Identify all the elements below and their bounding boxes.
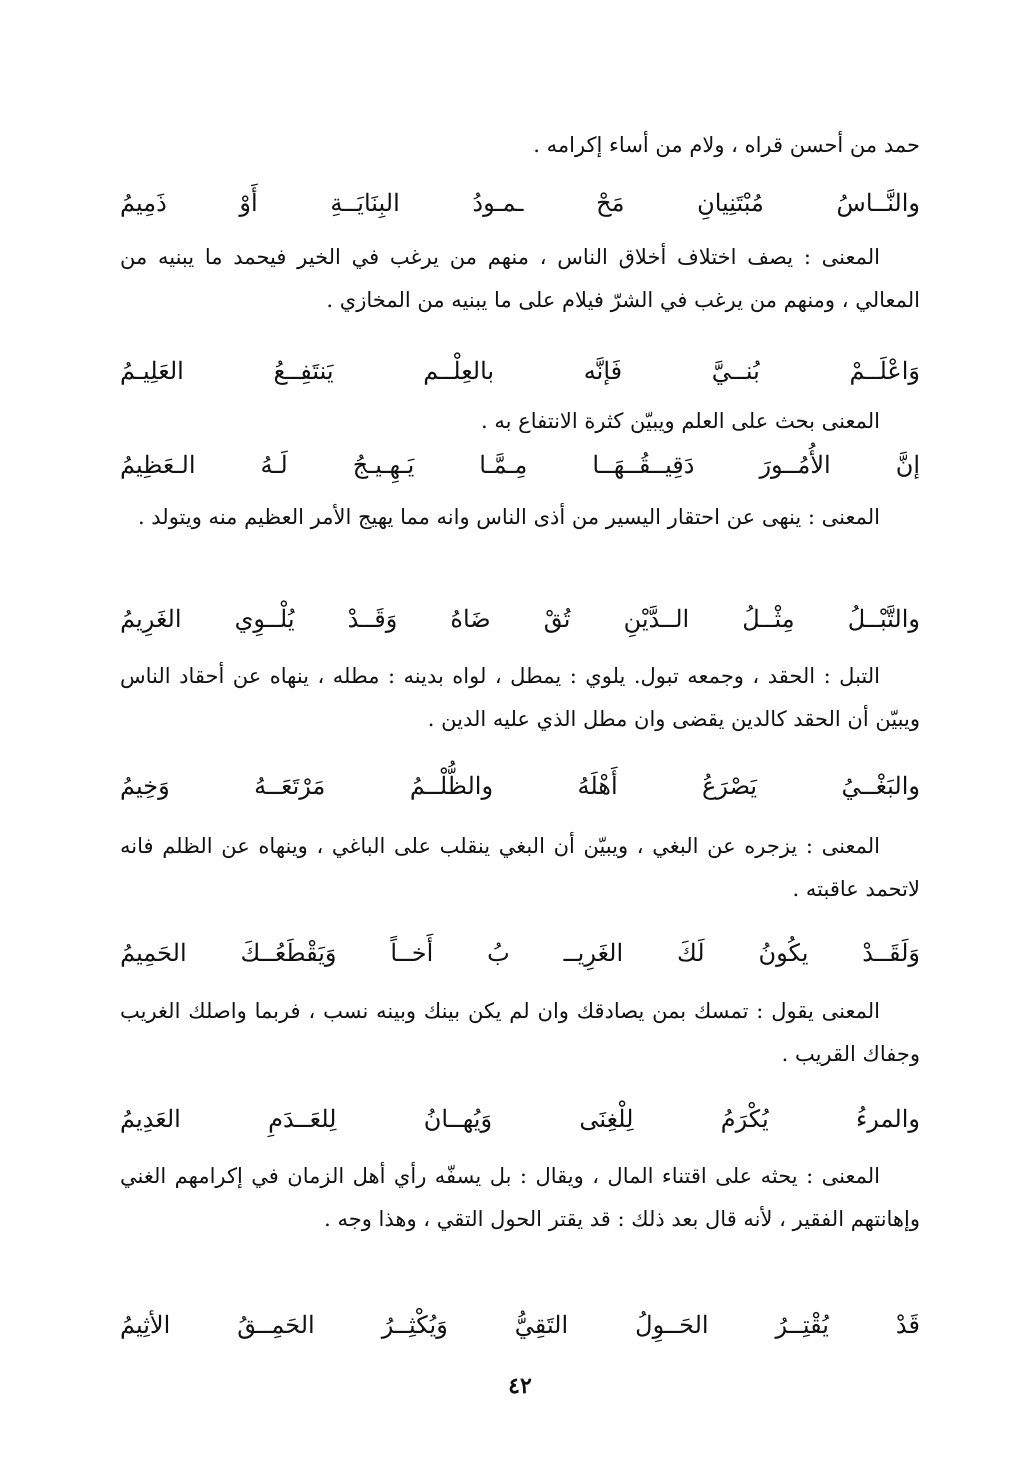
verse-word: فَإنَّه (583, 357, 623, 385)
verse-5 (120, 763, 920, 809)
verse-word: ـمـودُ (472, 189, 524, 217)
commentary-3: المعنى : ينهى عن احتقار اليسير من أذى الناس وانه مما يهيج الأمر العظيم منه ويتولد . (137, 505, 880, 529)
intro-text: حمد من أحسن قراه ، ولام من أساء إكرامه . (533, 133, 920, 157)
verse-2 (120, 348, 920, 394)
verse-word: الأُمُــورَ (759, 451, 831, 479)
verse-3 (120, 442, 920, 488)
verse-word: تُقْ (543, 605, 571, 633)
book-page (120, 118, 920, 1418)
verse-8 (120, 1302, 920, 1348)
verse-word: يَـهِـيـجُ (352, 451, 415, 479)
verse-word: ذَمِيمُ (120, 189, 167, 217)
verse-word: إنَّ (895, 451, 920, 479)
verse-4 (120, 596, 920, 642)
verse-word: يُكْرَمُ (720, 1105, 769, 1133)
verse-word: بُ (487, 939, 510, 967)
verse-1 (120, 180, 920, 226)
verse-word: وَيَقْطَعُــكَ (240, 939, 337, 967)
verse-word: لَكَ (677, 939, 705, 967)
verse-word: الحَمِيمُ (120, 939, 187, 967)
verse-word: ضَاهُ (450, 605, 491, 633)
verse-word: والبَغْــيُ (841, 772, 920, 800)
verse-word: وَاعْلَــمْ (849, 357, 920, 385)
verse-word: العَدِيمُ (120, 1105, 181, 1133)
verse-word: وَلَقَــدْ (862, 939, 920, 967)
verse-word: يُقْتِــرُ (775, 1311, 829, 1339)
commentary-4: التبل : الحقد ، وجمعه تبول. يلوي : يمطل ، لواه بدينه : مطله ، ينهاه عن أحقاد الناس ويبيّن أن الحقد كالدين يقضى وان مطل الذي عليه الدين . (120, 664, 920, 731)
verse-word: والمرءُ (856, 1105, 920, 1133)
verse-word: البِنَايَــةِ (330, 189, 400, 217)
page-number: ٤٢ (508, 1373, 532, 1399)
verse-word: يكُونُ (758, 939, 809, 967)
commentary-6: المعنى يقول : تمسك بمن يصادقك وان لم يكن بينك وبينه نسب ، فربما واصلك الغريب وجفاك القريب . (120, 999, 920, 1066)
verse-6 (120, 930, 920, 976)
commentary-2: المعنى بحث على العلم ويبيّن كثرة الانتفاع به . (481, 409, 880, 433)
verse-word: الغَرِيمُ (120, 605, 182, 633)
verse-word: دَقِيــقُــهَــا (592, 451, 695, 479)
verse-word: الأثِيمُ (120, 1311, 171, 1339)
verse-word: وَيُهــانُ (423, 1105, 493, 1133)
verse-word: لِلْغِنَى (579, 1105, 634, 1133)
commentary-7: المعنى : يحثه على اقتناء المال ، ويقال : بل يسفّه رأي أهل الزمان في إكرامهم الغني وإهانتهم الفقير ، لأنه قال بعد ذلك : قد يقتر الحول التقي ، وهذا وجه . (120, 1164, 920, 1231)
verse-word: أَوْ (239, 189, 258, 217)
verse-word: أَخــاً (390, 939, 434, 967)
verse-word: بالعِلْــم (423, 357, 495, 385)
verse-word: والتَّبْــلُ (847, 605, 920, 633)
verse-word: وَخِيمُ (120, 772, 170, 800)
commentary-1: المعنى : يصف اختلاف أخلاق الناس ، منهم من يرغب في الخير فيحمد ما يبنيه من المعالي ، ومنهم من يرغب في الشرّ فيلام على ما يبنيه من المخازي . (120, 245, 920, 312)
verse-word: وَقَــدْ (347, 605, 398, 633)
verse-word: العَلِيـمُ (120, 357, 184, 385)
verse-7 (120, 1096, 920, 1142)
verse-word: وَيُكْثِــرُ (381, 1311, 448, 1339)
commentary-5: المعنى : يزجره عن البغي ، ويبيّن أن البغي ينقلب على الباغي ، وينهاه عن الظلم فانه لاتحمد عاقبته . (120, 834, 920, 901)
verse-word: الحَــوِلُ (635, 1311, 709, 1339)
verse-word: بُنــيَّ (711, 357, 760, 385)
verse-word: يَصْرَعُ (702, 772, 758, 800)
verse-word: الغَرِيــ (563, 939, 624, 967)
verse-word: لِلعَــدَمِ (268, 1105, 337, 1133)
verse-word: لَـهُ (260, 451, 288, 479)
verse-word: الحَمِــقُ (237, 1311, 315, 1339)
verse-word: مِثْــلُ (742, 605, 795, 633)
verse-word: مُبْتَنِيانِ (697, 189, 764, 217)
verse-word: مِـمَّـا (479, 451, 528, 479)
verse-word: والظُّلْــمُ (409, 772, 494, 800)
verse-word: الـعَظِيمُ (120, 451, 196, 479)
verse-word: يَنتَفِــعُ (273, 357, 334, 385)
verse-word: مَحْ (596, 189, 625, 217)
verse-word: التَقِيُّ (514, 1311, 569, 1339)
verse-word: يُلْــوِي (234, 605, 295, 633)
verse-word: أَهْلَهُ (577, 772, 618, 800)
verse-word: الــدَّيْنِ (623, 605, 690, 633)
verse-word: مَرْتَعَــهُ (254, 772, 326, 800)
verse-word: قَدْ (895, 1311, 920, 1339)
verse-word: والنَّــاسُ (836, 189, 920, 217)
